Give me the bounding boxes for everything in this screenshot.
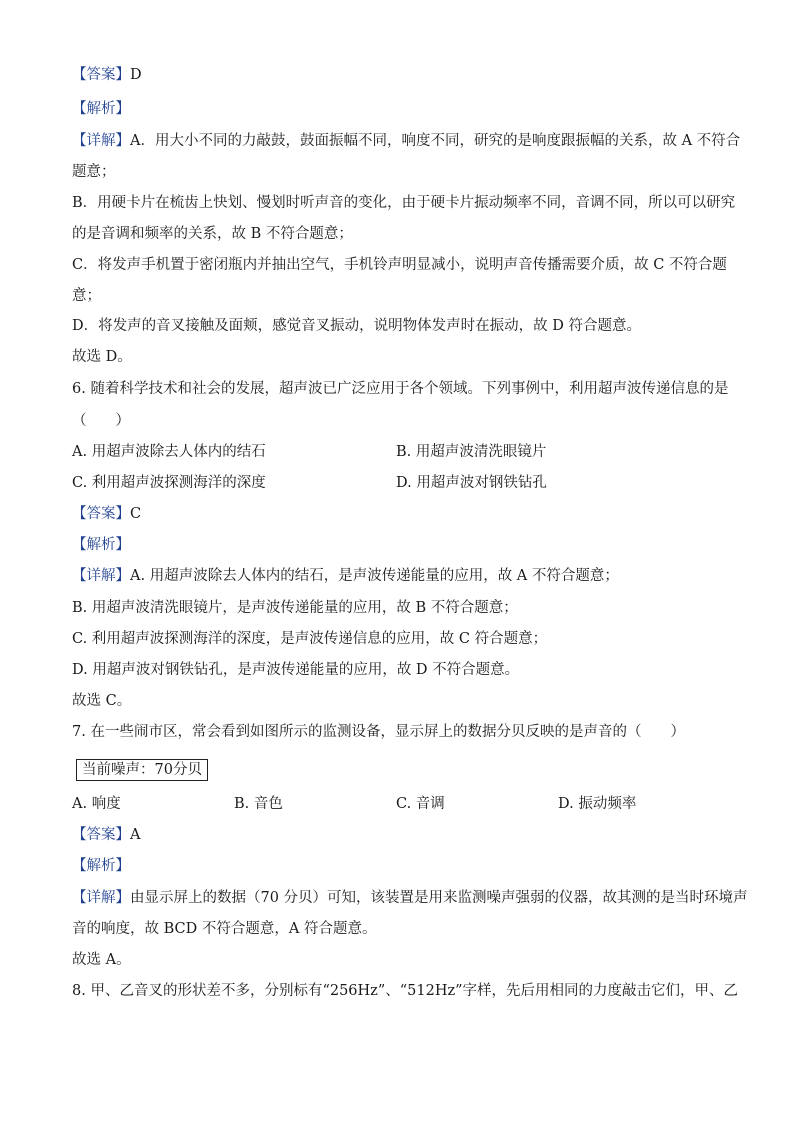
q6-detail-c-line: C. 利用超声波探测海洋的深度，是声波传递信息的应用，故 C 符合题意； bbox=[72, 631, 548, 647]
answer-label: 【答案】 bbox=[72, 67, 130, 83]
q5-detail-b-line-1: B．用硬卡片在梳齿上快划、慢划时听声音的变化，由于硬卡片振动频率不同，音调不同，所以可以研究 bbox=[72, 195, 736, 211]
detail-label: 【详解】 bbox=[72, 133, 130, 149]
detail-text: A．用大小不同的力敲鼓，鼓面振幅不同，响度不同，研究的是响度跟振幅的关系，故 A 不符合 bbox=[130, 133, 741, 149]
analysis-label: 【解析】 bbox=[72, 537, 130, 553]
q6-option-a: A. 用超声波除去人体内的结石 bbox=[72, 444, 266, 460]
q5-answer-line bbox=[72, 65, 722, 85]
q7-detail-line-2: 音的响度，故 BCD 不符合题意，A 符合题意。 bbox=[72, 921, 377, 937]
q7-option-d: D. 振动频率 bbox=[558, 796, 637, 812]
q7-detail-line-1 bbox=[72, 888, 748, 908]
answer-value: A bbox=[130, 827, 141, 843]
q6-stem-line-1: 6. 随着科学技术和社会的发展，超声波已广泛应用于各个领域。下列事例中，利用超声波传递信息的是 bbox=[72, 381, 729, 397]
q5-detail-c-line-2: 意； bbox=[72, 288, 101, 304]
q7-analysis-line bbox=[72, 856, 722, 876]
q7-option-a: A. 响度 bbox=[72, 796, 121, 812]
q6-detail-b-line: B. 用超声波清洗眼镜片，是声波传递能量的应用，故 B 不符合题意； bbox=[72, 600, 518, 616]
q5-analysis-line bbox=[72, 99, 722, 119]
q7-answer-line bbox=[72, 825, 722, 845]
q5-conclusion: 故选 D。 bbox=[72, 349, 132, 365]
q5-detail-b-line-2: 的是音调和频率的关系，故 B 不符合题意； bbox=[72, 226, 353, 242]
q7-option-c: C. 音调 bbox=[396, 796, 445, 812]
answer-label: 【答案】 bbox=[72, 506, 130, 522]
q6-detail-a-line bbox=[72, 566, 722, 586]
q6-conclusion: 故选 C。 bbox=[72, 693, 132, 709]
q5-detail-c-line-1: C．将发声手机置于密闭瓶内并抽出空气，手机铃声明显减小，说明声音传播需要介质，故 C 不符合题 bbox=[72, 257, 727, 273]
q7-conclusion: 故选 A。 bbox=[72, 952, 131, 968]
q6-option-c: C. 利用超声波探测海洋的深度 bbox=[72, 475, 266, 491]
q6-analysis-line bbox=[72, 535, 722, 555]
answer-label: 【答案】 bbox=[72, 827, 130, 843]
q6-answer-line bbox=[72, 504, 722, 524]
q5-detail-d-line: D．将发声的音叉接触及面颊，感觉音叉振动，说明物体发声时在振动，故 D 符合题意。 bbox=[72, 318, 641, 334]
detail-label: 【详解】 bbox=[72, 890, 130, 906]
analysis-label: 【解析】 bbox=[72, 101, 130, 117]
answer-value: D bbox=[130, 67, 142, 83]
detail-text: A. 用超声波除去人体内的结石，是声波传递能量的应用，故 A 不符合题意； bbox=[130, 568, 619, 584]
q7-stem-line: 7. 在一些闹市区，常会看到如图所示的监测设备，显示屏上的数据分贝反映的是声音的（ ） bbox=[72, 724, 685, 740]
q5-detail-a-line-1 bbox=[72, 131, 741, 151]
q6-option-b: B. 用超声波清洗眼镜片 bbox=[396, 444, 547, 460]
q6-option-d: D. 用超声波对钢铁钻孔 bbox=[396, 475, 547, 491]
analysis-label: 【解析】 bbox=[72, 858, 130, 874]
detail-label: 【详解】 bbox=[72, 568, 130, 584]
q5-detail-a-line-2: 题意； bbox=[72, 164, 116, 180]
q6-detail-d-line: D. 用超声波对钢铁钻孔，是声波传递能量的应用，故 D 不符合题意。 bbox=[72, 662, 520, 678]
detail-text: 由显示屏上的数据（70 分贝）可知，该装置是用来监测噪声强弱的仪器，故其测的是当时环境声 bbox=[130, 890, 748, 906]
answer-value: C bbox=[130, 506, 142, 522]
noise-monitor-display: 当前噪声：70分贝 bbox=[76, 759, 208, 781]
q6-stem-line-2: （ ） bbox=[72, 413, 130, 429]
q7-option-b: B. 音色 bbox=[234, 796, 283, 812]
q8-stem-line-1: 8. 甲、乙音叉的形状差不多，分别标有“256Hz”、“512Hz”字样，先后用相同的力度敲击它们，甲、乙 bbox=[72, 983, 739, 999]
